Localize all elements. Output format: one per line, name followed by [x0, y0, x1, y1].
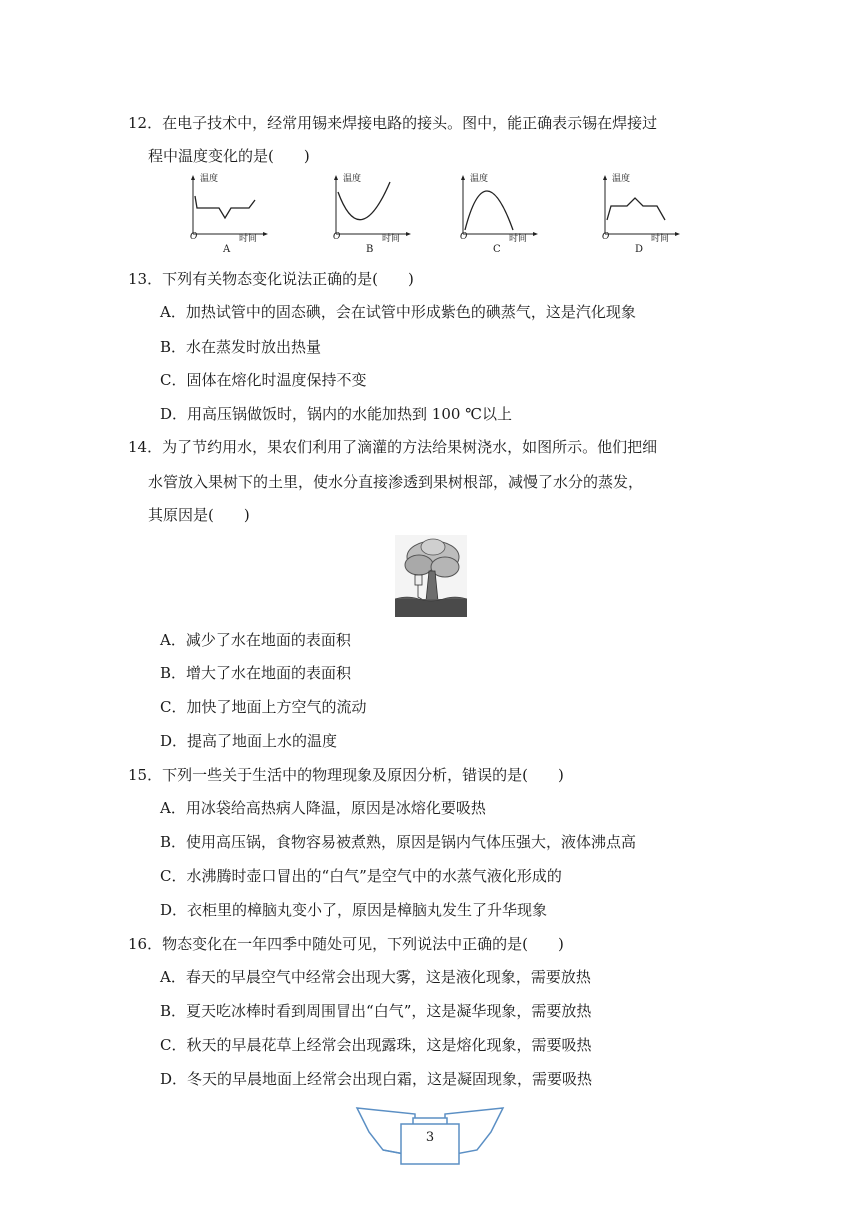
q15-option-a: A．用冰袋给高热病人降温，原因是冰熔化要吸热 — [160, 799, 486, 817]
q13-option-b: B．水在蒸发时放出热量 — [160, 338, 322, 356]
graph-a-letter: A — [223, 244, 231, 255]
q13-option-a: A．加热试管中的固态碘，会在试管中形成紫色的碘蒸气，这是汽化现象 — [160, 303, 636, 321]
graph-d-origin: O — [602, 232, 610, 242]
graph-a-plot — [185, 172, 275, 242]
graph-d-ylabel: 温度 — [612, 174, 631, 184]
q13-option-c: C．固体在熔化时温度保持不变 — [160, 371, 367, 389]
q15-stem: 15．下列一些关于生活中的物理现象及原因分析，错误的是( ) — [128, 766, 564, 784]
graph-c-origin: O — [460, 232, 468, 242]
q16-option-d: D．冬天的早晨地面上经常会出现白霜，这是凝固现象，需要吸热 — [160, 1070, 593, 1088]
q15-option-d: D．衣柜里的樟脑丸变小了，原因是樟脑丸发生了升华现象 — [160, 901, 548, 919]
q15-option-b: B．使用高压锅，食物容易被煮熟，原因是锅内气体压强大，液体沸点高 — [160, 833, 637, 851]
q14-stem-line3: 其原因是( ) — [148, 506, 250, 524]
graph-b-letter: B — [366, 244, 374, 255]
graph-b — [328, 172, 418, 258]
graph-c — [455, 172, 545, 258]
q16-option-b: B．夏天吃冰棒时看到周围冒出“白气”，这是凝华现象，需要放热 — [160, 1002, 592, 1020]
q13-stem: 13．下列有关物态变化说法正确的是( ) — [128, 270, 414, 288]
q14-option-c: C．加快了地面上方空气的流动 — [160, 698, 367, 716]
graph-b-origin: O — [333, 232, 341, 242]
graph-b-ylabel: 温度 — [343, 174, 362, 184]
q16-option-a: A．春天的早晨空气中经常会出现大雾，这是液化现象，需要放热 — [160, 968, 591, 986]
q14-stem-line1: 14．为了节约用水，果农们利用了滴灌的方法给果树浇水，如图所示。他们把细 — [128, 438, 658, 456]
drip-irrigation-tree-image — [395, 535, 467, 617]
graph-a-xlabel: 时间 — [239, 234, 258, 244]
graph-d-letter: D — [635, 244, 644, 255]
q12-stem-line1: 12．在电子技术中，经常用锡来焊接电路的接头。图中，能正确表示锡在焊接过 — [128, 114, 658, 132]
graph-a-ylabel: 温度 — [200, 174, 219, 184]
graph-b-plot — [328, 172, 418, 242]
q12-graph-options — [185, 172, 685, 258]
graph-c-ylabel: 温度 — [470, 174, 489, 184]
graph-c-plot — [455, 172, 545, 242]
q12-stem-line2: 程中温度变化的是( ) — [148, 147, 310, 165]
q14-option-d: D．提高了地面上水的温度 — [160, 732, 338, 750]
q16-stem: 16．物态变化在一年四季中随处可见，下列说法中正确的是( ) — [128, 935, 564, 953]
graph-c-letter: C — [493, 244, 501, 255]
page-number: 3 — [425, 1130, 435, 1145]
graph-b-xlabel: 时间 — [382, 234, 401, 244]
graph-c-xlabel: 时间 — [509, 234, 528, 244]
graph-d-xlabel: 时间 — [651, 234, 670, 244]
q14-option-b: B．增大了水在地面的表面积 — [160, 664, 352, 682]
q15-option-c: C．水沸腾时壶口冒出的“白气”是空气中的水蒸气液化形成的 — [160, 867, 562, 885]
graph-a-origin: O — [190, 232, 198, 242]
q16-option-c: C．秋天的早晨花草上经常会出现露珠，这是熔化现象，需要吸热 — [160, 1036, 592, 1054]
q14-option-a: A．减少了水在地面的表面积 — [160, 631, 351, 649]
graph-a — [185, 172, 275, 258]
q14-stem-line2: 水管放入果树下的土里，使水分直接渗透到果树根部，减慢了水分的蒸发， — [148, 473, 644, 491]
graph-d-plot — [597, 172, 687, 242]
q13-option-d: D．用高压锅做饭时，锅内的水能加热到 100 ℃以上 — [160, 405, 512, 423]
graph-d — [597, 172, 687, 258]
